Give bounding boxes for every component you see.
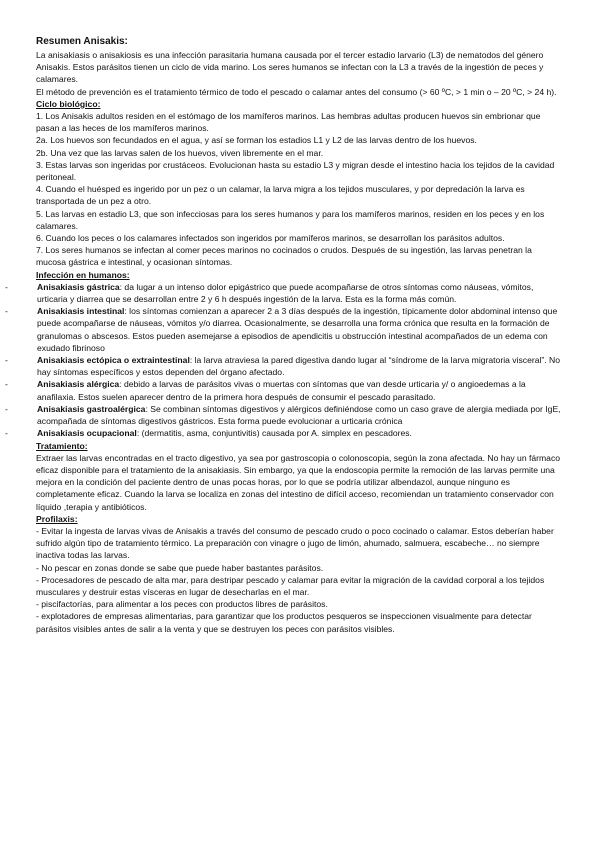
intro-paragraph-2: El método de prevención es el tratamiento térmico de todo el pescado o calamar antes del consumo (> 60 ºC, > 1 min o – 20 ºC, > 24 h). (36, 86, 557, 97)
document-title: Resumen Anisakis: (36, 36, 128, 47)
list-item-term: Anisakiasis alérgica (37, 379, 120, 390)
list-item-term: Anisakiasis ectópica o extraintestinal (37, 355, 190, 366)
list-item (5, 403, 562, 427)
list-item (5, 354, 562, 378)
ciclo-item-1: 1. Los Anisakis adultos residen en el estómago de los mamíferos marinos. Las hembras adultas producen huevos sin embrionar que pasan a las heces de los mamíferos marinos. (36, 111, 541, 134)
ciclo-item-7: 7. Los seres humanos se infectan al comer peces marinos no cocinados o crudos. Después de su ingestión, las larvas penetran la mucosa gástrica e intestinal, y ocasionan síntomas. (36, 245, 532, 268)
profilaxis-item-4: - piscifactorías, para alimentar a los peces con productos libres de parásitos. (36, 599, 328, 610)
ciclo-item-3: 3. Estas larvas son ingeridas por crustáceos. Evolucionan hasta su estadio L3 y migran desde el intestino hacia los tejidos de la cavidad peritoneal. (36, 159, 555, 183)
list-item-term: Anisakiasis gástrica (37, 281, 120, 292)
list-item-text: : los síntomas comienzan a aparecer 2 a 3 días después de la ingestión, típicamente dolor abdominal intenso que puede acompañarse de náuseas, vómitos y/o diarrea. Ocasionalmente, se desarrolla una forma crónica que resulta en la formación de granulomas o abscesos. Estos pueden asemejarse a episodios de apendicitis u obstrucción intestinal acompañados de un edema con exudado fibrinoso (37, 306, 558, 353)
list-bullet: - (5, 281, 8, 292)
list-item-term: Anisakiasis ocupacional (37, 428, 137, 439)
list-item (5, 281, 562, 305)
list-item-term: Anisakiasis gastroalérgica (37, 403, 146, 414)
list-item-term: Anisakiasis intestinal (37, 306, 125, 317)
ciclo-heading: Ciclo biológico: (36, 98, 101, 109)
infeccion-list (5, 281, 562, 440)
list-bullet: - (5, 428, 8, 439)
list-bullet: - (5, 403, 8, 414)
list-item-text: : da lugar a un intenso dolor epigástrico que puede acompañarse de otros síntomas como náuseas, vómitos, urticaria y diarrea que se desarrollan entre 2 y 6 h después ingestión de la larva. Esta es la forma más común. (37, 281, 534, 305)
list-item-text: : Se combinan síntomas digestivos y alérgicos definiéndose como un caso grave de alergia mediada por IgE, acompañada de síntomas digestivos gástricos. Esta forma puede evolucionar a urticaria crónica (37, 403, 561, 427)
list-item-text: : (dermatitis, asma, conjuntivitis) causada por A. simplex en pescadores. (136, 428, 412, 439)
profilaxis-item-5: - explotadores de empresas alimentarias, para garantizar que los productos pesqueros se inspeccionen visualmente para detectar parásitos visibles antes de salir a la venta y que se destruyen los peces con parásitos visibles. (36, 611, 532, 634)
list-item (5, 378, 562, 402)
ciclo-item-6: 6. Cuando los peces o los calamares infectados son ingeridos por mamíferos marinos, se desarrollan los parásitos adultos. (36, 233, 505, 244)
ciclo-item-2a: 2a. Los huevos son fecundados en el agua, y así se forman los estadios L1 y L2 de las larvas dentro de los huevos. (36, 135, 477, 146)
list-item-text: : debido a larvas de parásitos vivas o muertas con síntomas que van desde urticaria y/ o angioedemas a la anafilaxia. Estos suelen aparecer dentro de la primera hora después de consumir el pescado parasitado. (37, 379, 526, 402)
infeccion-heading: Infección en humanos: (36, 269, 130, 280)
list-item-text: : la larva atraviesa la pared digestiva dando lugar al “síndrome de la larva migratoria visceral”. No hay síntomas específicos y estos dependen del órgano afectado. (37, 355, 561, 378)
tratamiento-heading: Tratamiento: (36, 440, 88, 451)
tratamiento-paragraph: Extraer las larvas encontradas en el tracto digestivo, ya sea por gastroscopia o colonoscopia, según la zona afectada. No hay un fármaco eficaz disponible para el tratamiento de la anisakiasis. Sin embargo, ya que la endoscopia permite la remoción de las larvas permite una mejora en la condición del paciente dentro de unas pocas horas, por lo que se podría utilizar albendazol, aunque ninguno es completamente eficaz. Cuando la larva se localiza en zonas del intestino de difícil acceso, recomiendan un tratamiento conservador con líquido ,terapia y antibióticos. (36, 452, 561, 512)
list-bullet: - (5, 379, 8, 390)
intro-paragraph-1: La anisakiasis o anisakiosis es una infección parasitaria humana causada por el tercer estadio larvario (L3) de nematodos del género Anisakis. Estos parásitos tienen un ciclo de vida marino. Los seres humanos se infectan con la L3 a través de la ingestión de peces y calamares. (36, 50, 544, 85)
profilaxis-heading: Profilaxis: (36, 513, 78, 524)
profilaxis-item-2: - No pescar en zonas donde se sabe que puede haber bastantes parásitos. (36, 562, 324, 573)
ciclo-item-5: 5. Las larvas en estadio L3, que son infecciosas para los seres humanos y para los mamíferos marinos, residen en los peces y en los calamares. (36, 208, 545, 231)
list-item (5, 305, 562, 354)
profilaxis-item-1: - Evitar la ingesta de larvas vivas de Anisakis a través del consumo de pescado crudo o poco cocinado o calamar. Estos deberían haber sufrido algún tipo de tratamiento térmico. La preparación con vinagre o jugo de limón, ahumado, salmuera, escabeche… no siempre inactiva todas las larvas. (36, 525, 554, 561)
ciclo-item-2b: 2b. Una vez que las larvas salen de los huevos, viven libremente en el mar. (36, 147, 324, 158)
ciclo-item-4: 4. Cuando el huésped es ingerido por un pez o un calamar, la larva migra a los tejidos musculares, y por depredación la larva es transportada de un pez a otro. (36, 184, 525, 207)
list-bullet: - (5, 355, 8, 366)
profilaxis-item-3: - Procesadores de pescado de alta mar, para destripar pescado y calamar para evitar la migración de la cavidad corporal a los tejidos musculares y destruir estas vísceras en lugar de desecharlas en el mar. (36, 574, 545, 597)
list-item (5, 427, 562, 439)
list-bullet: - (5, 306, 8, 317)
